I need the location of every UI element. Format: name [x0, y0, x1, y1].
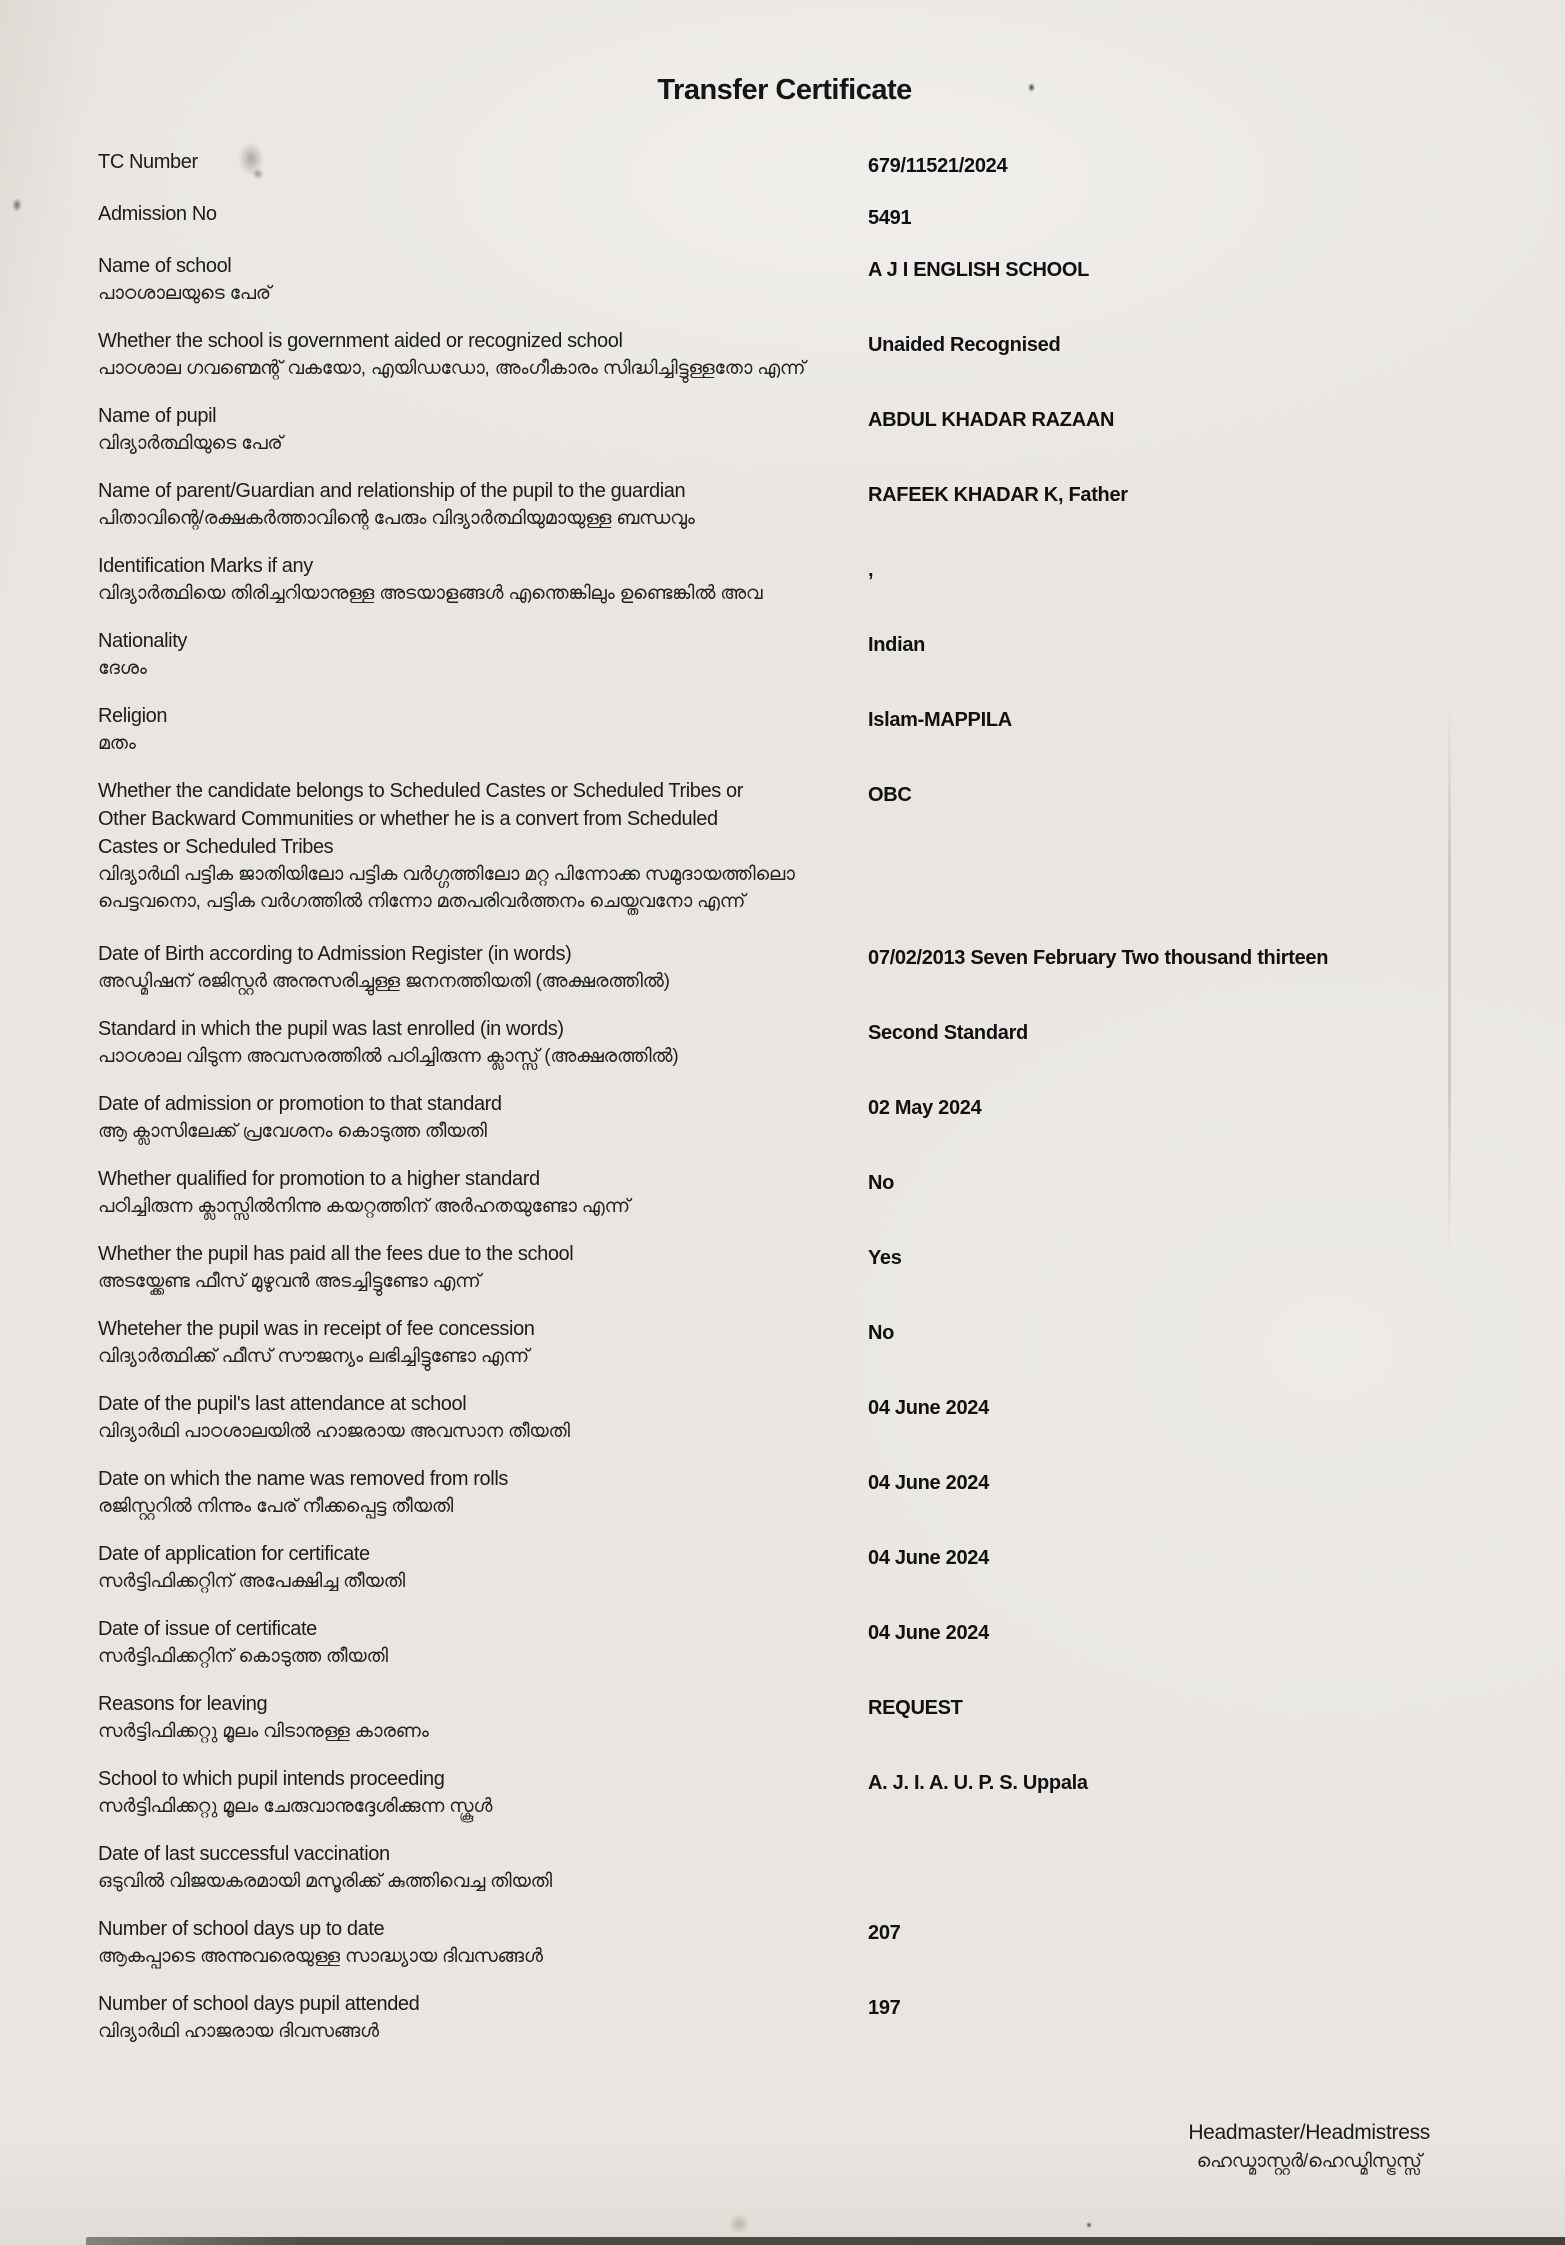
field-value: Second Standard	[868, 1022, 1028, 1044]
field-label-english	[98, 1165, 1505, 1193]
label-line: പാഠശാല വിടുന്ന അവസരത്തില്‍ പഠിച്ചിരുന്ന ക്ലാസ്സ് (അക്ഷരത്തില്‍)	[98, 1046, 679, 1067]
certificate-field-row	[98, 1315, 1505, 1370]
label-line: Name of pupil	[98, 405, 217, 427]
field-value: RAFEEK KHADAR K, Father	[868, 484, 1128, 506]
scan-smudge	[728, 2214, 750, 2234]
field-value: 07/02/2013 Seven February Two thousand thirteen	[868, 947, 1329, 969]
field-value: No	[868, 1172, 895, 1194]
label-line: അഡ്മിഷന് രജിസ്റ്റര്‍ അനുസരിച്ചുള്ള ജനനത്തിയതി (അക്ഷരത്തില്‍)	[98, 971, 670, 992]
label-line: വിദ്യാര്‍ത്ഥിയുടെ പേര്	[98, 433, 283, 454]
field-label-malayalam	[98, 1268, 1505, 1295]
field-label-english	[98, 1540, 1505, 1568]
field-label-malayalam	[98, 1943, 1505, 1970]
certificate-field-row	[98, 402, 1505, 457]
page-title: Transfer Certificate	[657, 74, 912, 106]
certificate-field-row	[98, 1765, 1505, 1820]
field-label-english	[98, 1765, 1505, 1793]
label-line: പെട്ടവനൊ, പട്ടിക വര്‍ഗത്തില്‍ നിന്നോ മതപരിവര്‍ത്തനം ചെയ്തവനോ എന്ന്	[98, 891, 746, 912]
field-label-english	[98, 402, 1505, 430]
field-label-english	[98, 1915, 1505, 1943]
label-line: വിദ്യാര്‍ഥി ഹാജരായ ദിവസങ്ങള്‍	[98, 2021, 379, 2042]
field-value: 02 May 2024	[868, 1097, 982, 1119]
certificate-field-row	[98, 1990, 1505, 2045]
label-line: Whether the school is government aided or recognized school	[98, 330, 623, 352]
field-label-malayalam	[98, 730, 1505, 757]
field-label-malayalam	[98, 355, 1505, 382]
label-line: Number of school days up to date	[98, 1918, 385, 1940]
field-label-malayalam	[98, 1193, 1505, 1220]
certificate-field-row	[98, 252, 1505, 307]
label-line: Religion	[98, 705, 168, 727]
label-line: വിദ്യാര്‍ഥി പാഠശാലയില്‍ ഹാജരായ അവസാന തീയതി	[98, 1421, 570, 1442]
field-label-malayalam	[98, 1793, 1505, 1820]
label-line: Date on which the name was removed from rolls	[98, 1468, 508, 1490]
field-label-english	[98, 1015, 1505, 1043]
field-label-english	[98, 627, 1505, 655]
certificate-field-row	[98, 1240, 1505, 1295]
scan-smudge	[252, 168, 264, 180]
label-line: Date of the pupil's last attendance at school	[98, 1393, 467, 1415]
field-label-malayalam	[98, 505, 1505, 532]
field-label-malayalam	[98, 1493, 1505, 1520]
field-value: 04 June 2024	[868, 1397, 989, 1419]
field-label-malayalam	[98, 430, 1505, 457]
label-line: മതം	[98, 733, 136, 754]
field-label-malayalam	[98, 1418, 1505, 1445]
field-label-english	[98, 1090, 1505, 1118]
field-label-english	[98, 148, 1505, 176]
certificate-field-row	[98, 1915, 1505, 1970]
field-label-malayalam	[98, 1718, 1505, 1745]
certificate-field-row	[98, 1165, 1505, 1220]
label-line: പാഠശാലയുടെ പേര്	[98, 283, 271, 304]
label-line: ഒടുവില്‍ വിജയകരമായി മസൂരിക്ക് കുത്തിവെച്ച തിയതി	[98, 1871, 552, 1892]
label-line: സര്‍ട്ടിഫിക്കറ്റിന് കൊടുത്ത തീയതി	[98, 1646, 388, 1667]
field-label-english	[98, 1690, 1505, 1718]
scan-speck	[12, 198, 22, 212]
label-line: Whether the pupil has paid all the fees due to the school	[98, 1243, 574, 1265]
label-line: Reasons for leaving	[98, 1693, 268, 1715]
certificate-field-row	[98, 477, 1505, 532]
certificate-field-row	[98, 1540, 1505, 1595]
field-value: Yes	[868, 1247, 902, 1269]
label-line: അടയ്ക്കേണ്ട ഫീസ് മുഴുവന്‍ അടച്ചിട്ടുണ്ടോ എന്ന്	[98, 1271, 481, 1292]
signature-title: Headmaster/Headmistress	[1188, 2121, 1430, 2144]
field-label-english	[98, 1465, 1505, 1493]
field-label-english	[98, 1240, 1505, 1268]
label-line: Castes or Scheduled Tribes	[98, 836, 334, 858]
field-value: 5491	[868, 207, 912, 229]
label-line: Number of school days pupil attended	[98, 1993, 420, 2015]
scan-speck	[1086, 2222, 1092, 2228]
field-label-english	[98, 777, 1505, 861]
scan-speck	[1028, 83, 1035, 92]
field-value: 207	[868, 1922, 901, 1944]
field-label-english	[98, 1615, 1505, 1643]
field-value: 679/11521/2024	[868, 155, 1008, 177]
certificate-field-row	[98, 1615, 1505, 1670]
certificate-field-row	[98, 552, 1505, 607]
field-label-english	[98, 200, 1505, 228]
field-label-malayalam	[98, 1043, 1505, 1070]
field-value: Unaided Recognised	[868, 334, 1061, 356]
label-line: Date of application for certificate	[98, 1543, 370, 1565]
field-label-malayalam	[98, 1343, 1505, 1370]
label-line: സര്‍ട്ടിഫിക്കറ്റു മൂലം വിടാനുള്ള കാരണം	[98, 1721, 429, 1742]
label-line: പിതാവിന്റെ/രക്ഷകര്‍ത്താവിന്റെ പേരും വിദ്യാര്‍ത്ഥിയുമായുള്ള ബന്ധവും	[98, 508, 695, 529]
label-line: Wheteher the pupil was in receipt of fee concession	[98, 1318, 535, 1340]
label-line: ദേശം	[98, 658, 147, 679]
certificate-field-row	[98, 200, 1505, 228]
label-line: രജിസ്റ്ററില്‍ നിന്നും പേര് നീക്കപ്പെട്ട തീയതി	[98, 1496, 454, 1517]
field-label-english	[98, 1315, 1505, 1343]
field-label-malayalam	[98, 1868, 1505, 1895]
field-label-english	[98, 1840, 1505, 1868]
field-label-english	[98, 477, 1505, 505]
field-value: 197	[868, 1997, 901, 2019]
label-line: Name of parent/Guardian and relationship of the pupil to the guardian	[98, 480, 686, 502]
certificate-field-row	[98, 1390, 1505, 1445]
certificate-fields	[98, 148, 1505, 2065]
signature-block	[1188, 2118, 1430, 2176]
field-value: No	[868, 1322, 895, 1344]
field-label-malayalam	[98, 280, 1505, 307]
label-line: Whether the candidate belongs to Scheduled Castes or Scheduled Tribes or	[98, 780, 743, 802]
field-value: Islam-MAPPILA	[868, 709, 1012, 731]
field-value: REQUEST	[868, 1697, 963, 1719]
certificate-field-row	[98, 702, 1505, 757]
label-line: ആകപ്പാടെ അന്നുവരെയുള്ള സാദ്ധ്യായ ദിവസങ്ങള്‍	[98, 1946, 543, 1967]
label-line: വിദ്യാര്‍ഥി പട്ടിക ജാതിയിലോ പട്ടിക വര്‍ഗ്ഗത്തിലോ മറ്റ പിന്നോക്ക സമുദായത്തിലൊ	[98, 864, 795, 885]
field-label-malayalam	[98, 1118, 1505, 1145]
field-value: 04 June 2024	[868, 1622, 989, 1644]
field-label-english	[98, 1390, 1505, 1418]
field-label-english	[98, 552, 1505, 580]
label-line: സര്‍ട്ടിഫിക്കറ്റിന് അപേക്ഷിച്ച തീയതി	[98, 1571, 405, 1592]
field-label-english	[98, 702, 1505, 730]
field-label-malayalam	[98, 1568, 1505, 1595]
label-line: Date of last successful vaccination	[98, 1843, 390, 1865]
scan-edge-artifact	[86, 2237, 1565, 2245]
field-label-malayalam	[98, 968, 1505, 995]
label-line: TC Number	[98, 151, 198, 173]
certificate-field-row	[98, 148, 1505, 176]
certificate-field-row	[98, 940, 1505, 995]
label-line: Nationality	[98, 630, 187, 652]
field-label-english	[98, 252, 1505, 280]
certificate-field-row	[98, 627, 1505, 682]
paper-crease	[1448, 700, 1451, 1260]
field-label-english	[98, 1990, 1505, 2018]
field-label-malayalam	[98, 861, 1505, 915]
field-value: ABDUL KHADAR RAZAAN	[868, 409, 1115, 431]
field-value: ,	[868, 559, 874, 581]
label-line: Identification Marks if any	[98, 555, 313, 577]
field-value: A J I ENGLISH SCHOOL	[868, 259, 1090, 281]
field-value: OBC	[868, 784, 912, 806]
label-line: Whether qualified for promotion to a higher standard	[98, 1168, 540, 1190]
certificate-field-row	[98, 1690, 1505, 1745]
label-line: Other Backward Communities or whether he is a convert from Scheduled	[98, 808, 718, 830]
label-line: Date of issue of certificate	[98, 1618, 317, 1640]
label-line: വിദ്യാര്‍ത്ഥിയെ തിരിച്ചറിയാനുള്ള അടയാളങ്ങള്‍ എന്തെങ്കിലും ഉണ്ടെങ്കില്‍ അവ	[98, 583, 763, 604]
signature-title-malayalam: ഹെഡ്മാസ്റ്റര്‍/ഹെഡ്മിസ്ട്രസ്സ്	[1196, 2151, 1422, 2172]
field-value: 04 June 2024	[868, 1547, 989, 1569]
field-label-malayalam	[98, 580, 1505, 607]
label-line: Date of admission or promotion to that standard	[98, 1093, 502, 1115]
label-line: Date of Birth according to Admission Register (in words)	[98, 943, 572, 965]
field-value: Indian	[868, 634, 926, 656]
label-line: വിദ്യാര്‍ത്ഥിക്ക് ഫീസ് സൗജന്യം ലഭിച്ചിട്ടുണ്ടോ എന്ന്	[98, 1346, 530, 1367]
label-line: പഠിച്ചിരുന്ന ക്ലാസ്സില്‍നിന്നു കയറ്റത്തിന് അര്‍ഹതയുണ്ടോ എന്ന്	[98, 1196, 630, 1217]
certificate-field-row	[98, 1015, 1505, 1070]
certificate-field-row	[98, 1465, 1505, 1520]
field-label-malayalam	[98, 1643, 1505, 1670]
label-line: School to which pupil intends proceeding	[98, 1768, 445, 1790]
label-line: Admission No	[98, 203, 217, 225]
field-value: 04 June 2024	[868, 1472, 989, 1494]
field-value: A. J. I. A. U. P. S. Uppala	[868, 1772, 1088, 1794]
label-line: പാഠശാല ഗവണ്മെന്റ് വകയോ, എയിഡഡോ, അംഗീകാരം സിദ്ധിച്ചിട്ടുള്ളതോ എന്ന്	[98, 358, 806, 379]
label-line: ആ ക്ലാസിലേക്ക് പ്രവേശനം കൊടുത്ത തീയതി	[98, 1121, 487, 1142]
certificate-field-row	[98, 1090, 1505, 1145]
label-line: സര്‍ട്ടിഫിക്കറ്റു മൂലം ചേരുവാനുദ്ദേശിക്കുന്ന സ്കൂള്‍	[98, 1796, 493, 1817]
field-label-malayalam	[98, 655, 1505, 682]
field-label-english	[98, 327, 1505, 355]
field-label-malayalam	[98, 2018, 1505, 2045]
certificate-field-row	[98, 1840, 1505, 1895]
label-line: Standard in which the pupil was last enrolled (in words)	[98, 1018, 564, 1040]
certificate-field-row	[98, 777, 1505, 915]
label-line: Name of school	[98, 255, 232, 277]
certificate-field-row	[98, 327, 1505, 382]
